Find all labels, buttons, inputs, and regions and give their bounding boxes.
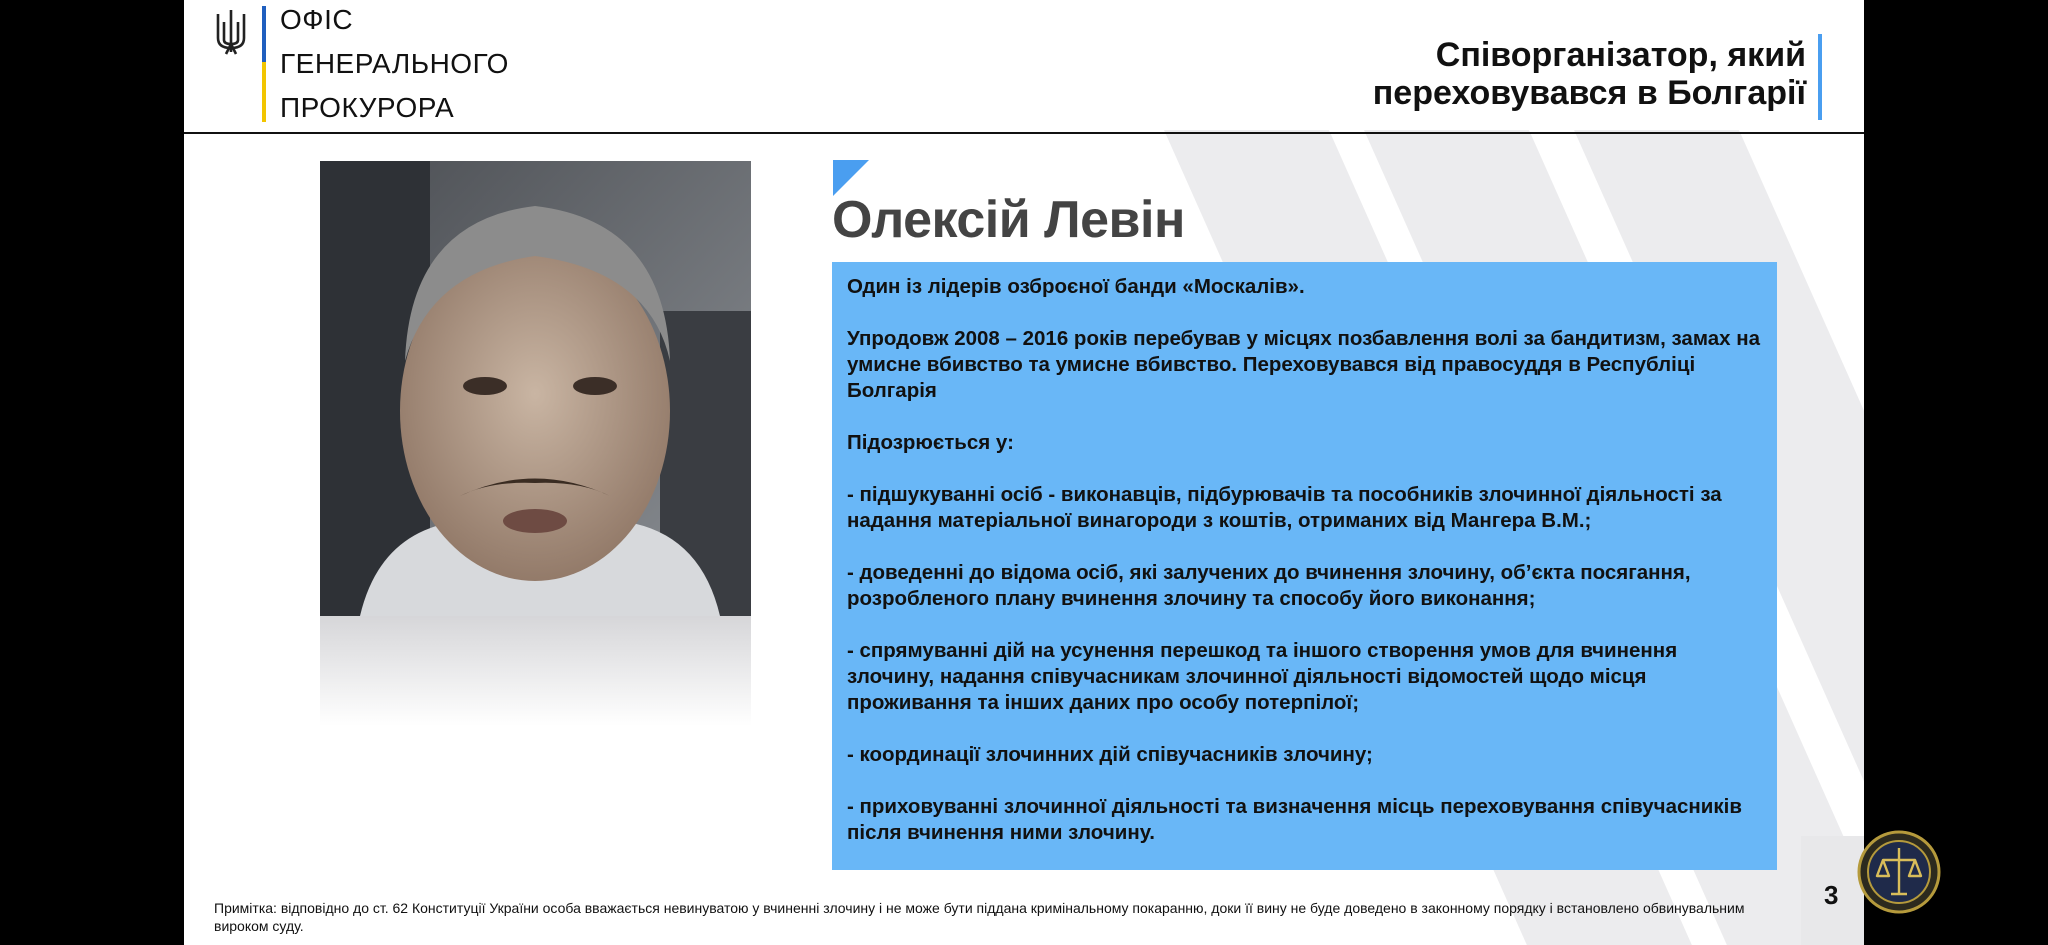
presentation-slide — [184, 0, 1864, 945]
info-paragraph: Один із лідерів озброєної банди «Москалів». — [847, 275, 1305, 298]
slide-title-line: Співорганізатор, який — [1435, 36, 1806, 74]
info-box — [832, 262, 1777, 870]
person-photo-illustration — [320, 161, 751, 616]
brand-line: ПРОКУРОРА — [280, 92, 455, 123]
info-paragraph: - підшукуванні осіб - виконавців, підбурювачів та пособників злочинної діяльності за надання матеріальної винагороди з коштів, отриманих від Мангера В.М.; — [847, 483, 1722, 532]
info-paragraph: Упродовж 2008 – 2016 років перебував у місцях позбавлення волі за бандитизм, замах на умисне вбивство та умисне вбивство. Переховувався від правосуддя в Республіці Болгарія — [847, 327, 1760, 402]
title-accent-bar — [1818, 34, 1822, 120]
info-paragraph: Підозрюється у: — [847, 431, 1014, 454]
trident-icon — [214, 8, 248, 56]
brand-line: ГЕНЕРАЛЬНОГО — [280, 48, 509, 79]
page-number: 3 — [1824, 880, 1839, 910]
brand-bar-yellow — [262, 62, 266, 122]
legal-footnote: Примітка: відповідно до ст. 62 Конституції України особа вважається невинуватою у вчиненні злочину і не може бути піддана кримінальному покаранню, доки її вину не буде доведено в законному порядку і встановлено обвинувальним вироком суду. — [214, 900, 1745, 934]
photo-reflection — [320, 616, 751, 726]
slide-header — [184, 0, 1864, 134]
info-paragraph: - доведенні до відома осіб, які залучених до вчинення злочину, об’єкта посягання, розробленого плану вчинення злочину та способу його виконання; — [847, 561, 1691, 610]
person-photo — [320, 161, 751, 616]
slide-title-line: переховувався в Болгарії — [1372, 74, 1806, 112]
header-divider — [184, 132, 1864, 134]
info-paragraph: - координації злочинних дій співучасників злочину; — [847, 743, 1373, 766]
brand-line: ОФІС — [280, 4, 354, 35]
slide-title — [1246, 36, 1806, 112]
info-paragraph: - приховуванні злочинної діяльності та визначення місць переховування співучасників після вчинення ними злочину. — [847, 795, 1742, 844]
prosecutor-emblem-icon — [1857, 830, 1941, 914]
brand-bar-blue — [262, 6, 266, 62]
person-name: Олексій Левін — [832, 191, 1185, 249]
info-paragraph: - спрямуванні дій на усунення перешкод та іншого створення умов для вчинення злочину, надання співучасникам злочинної діяльності відомостей щодо місця проживання та інших даних про особу потерпілої; — [847, 639, 1678, 714]
